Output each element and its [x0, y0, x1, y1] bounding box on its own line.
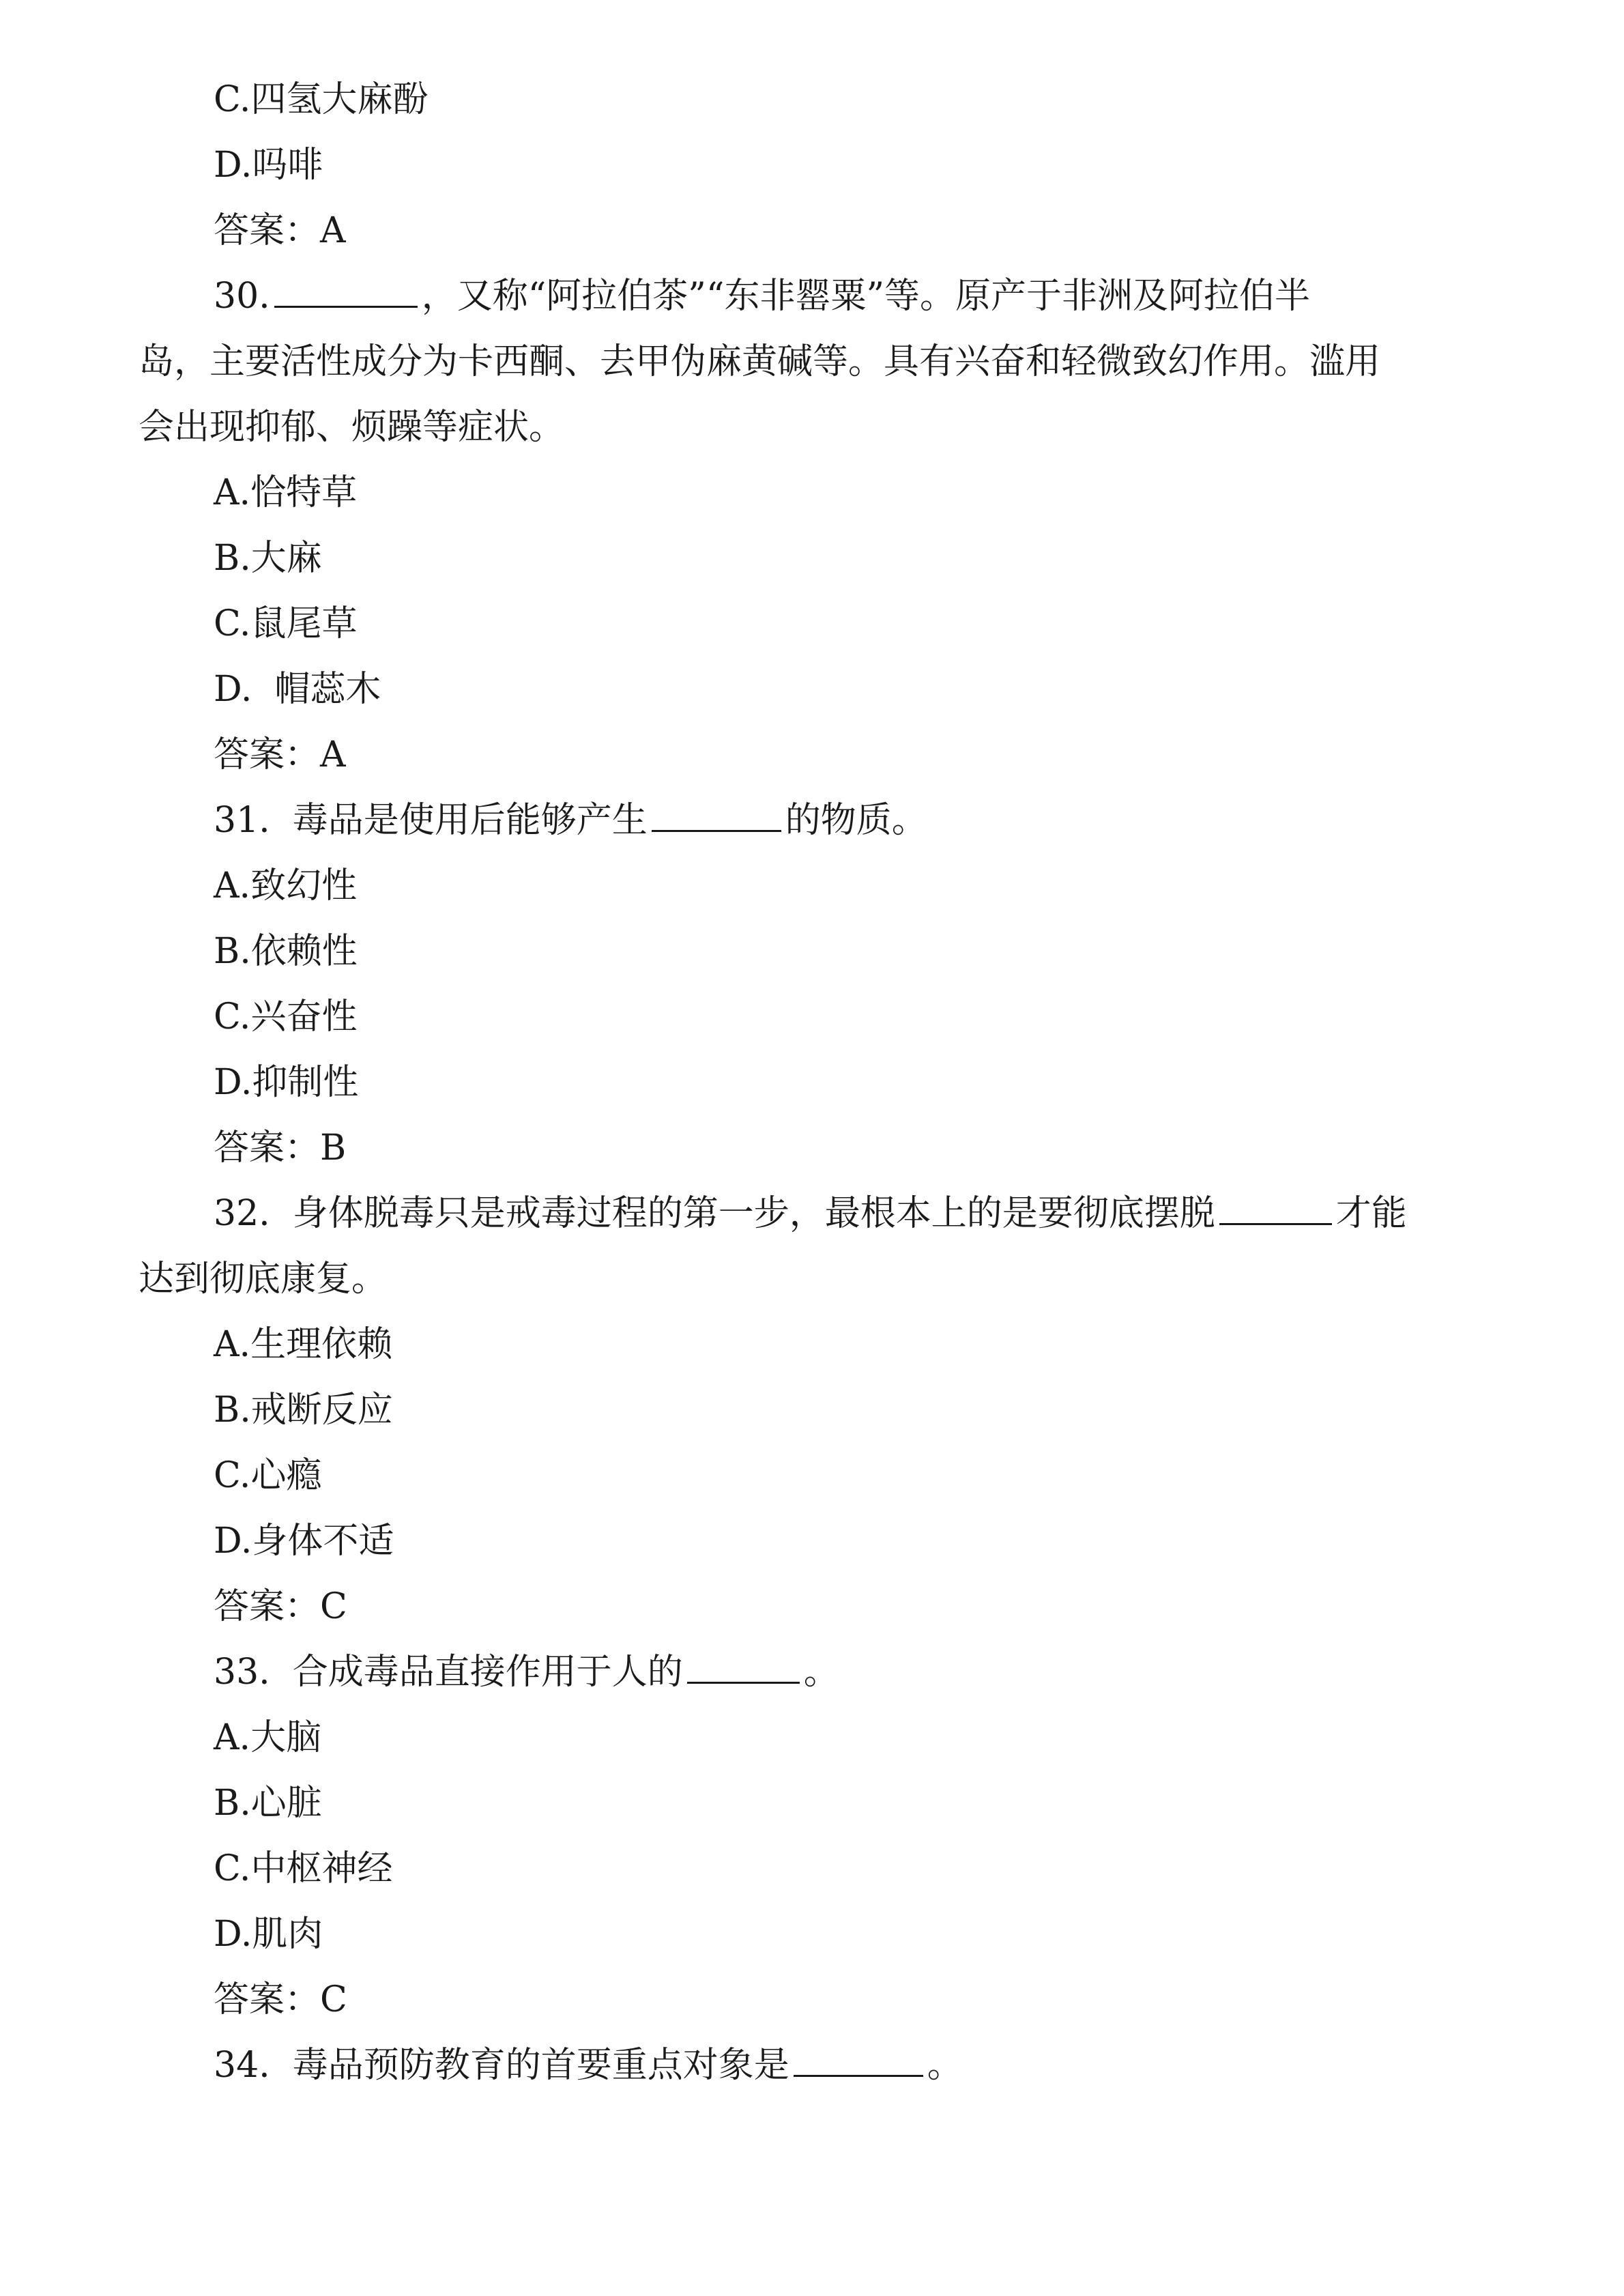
question-30-line	[139, 263, 1476, 329]
option-line: D.身体不适	[214, 1521, 394, 1562]
fill-blank	[794, 2045, 923, 2077]
fill-blank	[652, 800, 781, 832]
option-line: A.生理依赖	[214, 1324, 393, 1365]
option-line: C.四氢大麻酚	[214, 79, 429, 120]
question-text: 33. 合成毒品直接作用于人的	[214, 1652, 683, 1693]
fill-blank	[1219, 1193, 1332, 1225]
question-text: 的物质。	[785, 800, 927, 841]
option-line: A.致幻性	[214, 865, 358, 906]
answer-line: 答案：B	[214, 1128, 347, 1168]
fill-blank	[274, 276, 418, 308]
question-32-line	[139, 1181, 1476, 1246]
question-text: 才能	[1335, 1193, 1407, 1234]
question-31-line	[139, 788, 1476, 853]
quiz-content	[139, 67, 1476, 2098]
option-line: D.抑制性	[214, 1062, 359, 1103]
answer-line: 答案：C	[214, 1586, 347, 1627]
question-continuation-line: 岛，主要活性成分为卡西酮、去甲伪麻黄碱等。具有兴奋和轻微致幻作用。滥用	[139, 341, 1381, 382]
option-line: A.大脑	[214, 1717, 322, 1758]
option-line: D.吗啡	[214, 145, 323, 186]
answer-line: 答案：A	[214, 734, 346, 775]
question-text: 。	[803, 1652, 839, 1693]
question-number: 30.	[214, 276, 270, 317]
question-text: ，又称“阿拉伯茶”“东非罂粟”等。原产于非洲及阿拉伯半	[421, 276, 1311, 317]
option-line: C.鼠尾草	[214, 603, 358, 644]
option-line: B.依赖性	[214, 931, 358, 972]
question-text: 。	[927, 2045, 963, 2086]
option-line: D.肌肉	[214, 1914, 323, 1955]
question-34-line	[139, 2033, 1476, 2098]
option-line: C.中枢神经	[214, 1848, 393, 1889]
question-text: 31. 毒品是使用后能够产生	[214, 800, 648, 841]
answer-line: 答案：A	[214, 210, 346, 251]
fill-blank	[687, 1652, 800, 1684]
option-line: C.兴奋性	[214, 996, 358, 1037]
option-line: B.戒断反应	[214, 1390, 393, 1431]
question-text: 32. 身体脱毒只是戒毒过程的第一步，最根本上的是要彻底摆脱	[214, 1193, 1215, 1234]
option-line: B.心脏	[214, 1783, 322, 1824]
answer-line: 答案：C	[214, 1979, 347, 2020]
question-text: 34. 毒品预防教育的首要重点对象是	[214, 2045, 789, 2086]
option-line: C.心瘾	[214, 1455, 322, 1496]
question-33-line	[139, 1639, 1476, 1705]
option-line: A.恰特草	[214, 472, 358, 513]
option-line: D. 帽蕊木	[214, 669, 381, 710]
option-line: B.大麻	[214, 538, 322, 579]
question-continuation-line: 达到彻底康复。	[139, 1259, 388, 1300]
question-continuation-line: 会出现抑郁、烦躁等症状。	[139, 407, 565, 448]
